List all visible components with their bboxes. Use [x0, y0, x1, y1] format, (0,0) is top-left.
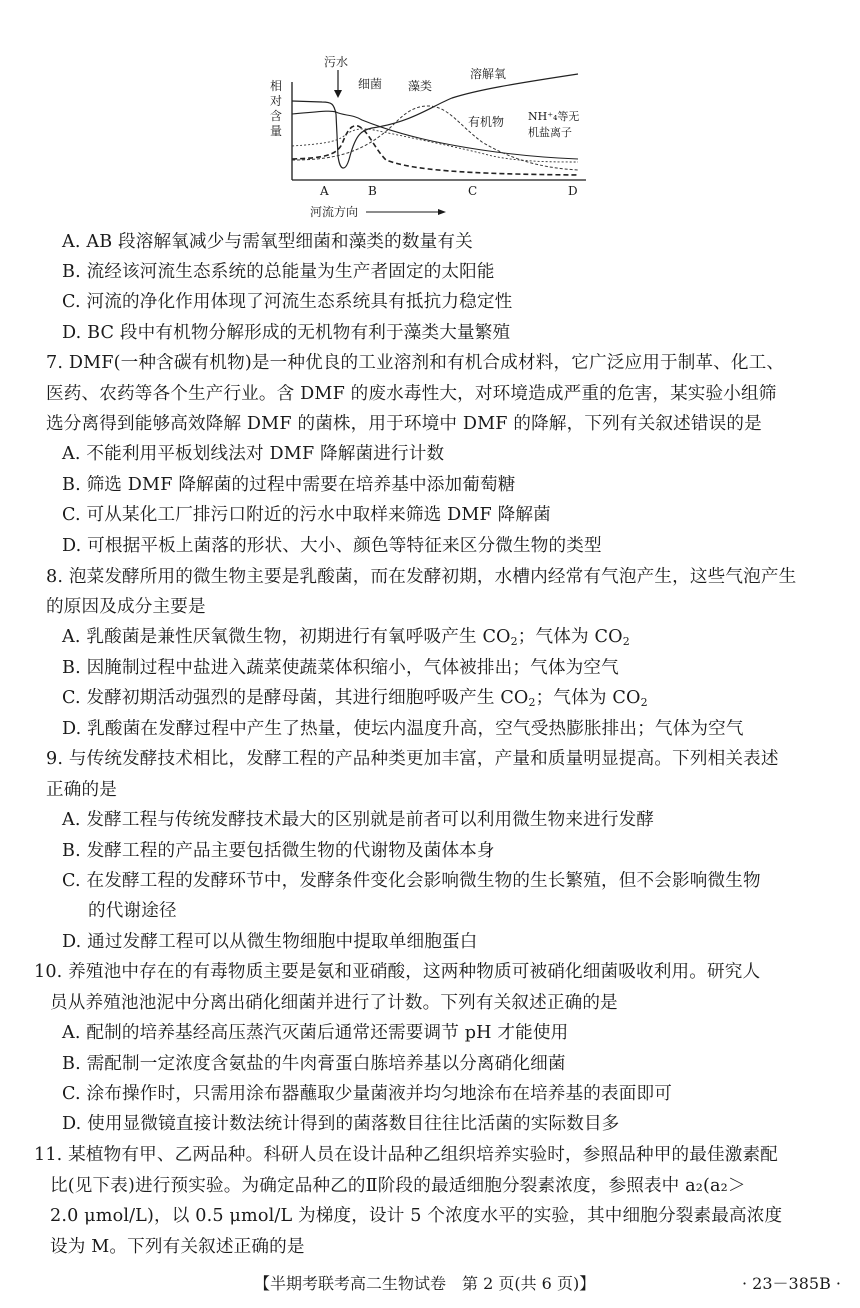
q10-stem-1: 10. 养殖池中存在的有毒物质主要是氨和亚硝酸，这两种物质可被硝化细菌吸收利用。研究人	[34, 962, 761, 982]
q8-option-b: B. 因腌制过程中盐进入蔬菜使蔬菜体积缩小，气体被排出；气体为空气	[62, 658, 619, 678]
q6-option-c: C. 河流的净化作用体现了河流生态系统具有抵抗力稳定性	[62, 292, 513, 312]
q10-stem-2: 员从养殖池池泥中分离出硝化细菌并进行了计数。下列有关叙述正确的是	[50, 993, 618, 1013]
q7-stem-3: 选分离得到能够高效降解 DMF 的菌株，用于环境中 DMF 的降解，下列有关叙述错误的是	[46, 414, 762, 434]
q9-option-a: A. 发酵工程与传统发酵技术最大的区别就是前者可以利用微生物来进行发酵	[62, 810, 655, 830]
q8-option-c: C. 发酵初期活动强烈的是酵母菌，其进行细胞呼吸产生 $CO_2$；气体为 $CO_2$	[62, 688, 648, 709]
label-ions-1: NH⁺₄等无	[528, 110, 580, 123]
q7-option-b: B. 筛选 DMF 降解菌的过程中需要在培养基中添加葡萄糖	[62, 475, 516, 495]
flow-arrowhead	[438, 209, 446, 215]
q7-stem-1: 7. DMF(一种含碳有机物)是一种优良的工业溶剂和有机合成材料，它广泛应用于制革、化工、	[46, 353, 785, 373]
q9-option-b: B. 发酵工程的产品主要包括微生物的代谢物及菌体本身	[62, 841, 495, 861]
q9-option-c-cont: 的代谢途径	[88, 901, 177, 921]
y-label-3: 含	[270, 109, 283, 123]
label-bacteria: 细菌	[358, 77, 383, 91]
q10-option-b: B. 需配制一定浓度含氨盐的牛肉膏蛋白胨培养基以分离硝化细菌	[62, 1054, 566, 1074]
q11-stem-4: 设为 M。下列有关叙述正确的是	[50, 1237, 305, 1257]
footer-title: 【半期考联考高二生物试卷 第 2 页(共 6 页)】	[254, 1274, 596, 1293]
x-tick-a: A	[320, 184, 329, 198]
q9-option-c: C. 在发酵工程的发酵环节中，发酵条件变化会影响微生物的生长繁殖，但不会影响微生物	[62, 871, 761, 891]
label-dissolved-oxygen: 溶解氧	[470, 67, 507, 81]
y-label-1: 相	[270, 79, 283, 93]
q6-option-b: B. 流经该河流生态系统的总能量为生产者固定的太阳能	[62, 262, 495, 282]
label-sewage: 污水	[324, 55, 349, 69]
q10-option-a: A. 配制的培养基经高压蒸汽灭菌后通常还需要调节 pH 才能使用	[62, 1023, 569, 1043]
q10-option-c: C. 涂布操作时，只需用涂布器蘸取少量菌液并均匀地涂布在培养基的表面即可	[62, 1084, 673, 1104]
q9-stem-1: 9. 与传统发酵技术相比，发酵工程的产品种类更加丰富，产量和质量明显提高。下列相关表述	[46, 749, 779, 769]
q10-option-d: D. 使用显微镜直接计数法统计得到的菌落数目往往比活菌的实际数目多	[62, 1114, 620, 1134]
river-pollution-figure	[262, 44, 602, 224]
q11-stem-2: 比(见下表)进行预实验。为确定品种乙的Ⅱ阶段的最适细胞分裂素浓度，参照表中 a₂(a₂＞	[50, 1176, 746, 1196]
y-label-2: 对	[270, 94, 283, 108]
q8-stem-1: 8. 泡菜发酵所用的微生物主要是乳酸菌，而在发酵初期，水槽内经常有气泡产生，这些气泡产生	[46, 567, 797, 587]
figure-svg	[262, 44, 602, 224]
label-organic-matter: 有机物	[468, 115, 505, 129]
q7-option-d: D. 可根据平板上菌落的形状、大小、颜色等特征来区分微生物的类型	[62, 536, 602, 556]
x-tick-d: D	[568, 184, 578, 198]
q9-option-d: D. 通过发酵工程可以从微生物细胞中提取单细胞蛋白	[62, 932, 478, 952]
q11-stem-1: 11. 某植物有甲、乙两品种。科研人员在设计品种乙组织培养实验时，参照品种甲的最佳激素配	[34, 1145, 778, 1165]
label-ions-2: 机盐离子	[528, 126, 572, 139]
x-tick-c: C	[468, 184, 478, 198]
x-tick-b: B	[368, 184, 377, 198]
x-axis-label: 河流方向	[310, 205, 359, 219]
sewage-arrowhead	[334, 90, 342, 98]
footer-code: · 23－385B ·	[742, 1274, 842, 1293]
q8-stem-2: 的原因及成分主要是	[46, 597, 206, 617]
q11-stem-3: 2.0 μmol/L)，以 0.5 μmol/L 为梯度，设计 5 个浓度水平的实验，其中细胞分裂素最高浓度	[50, 1206, 783, 1226]
q8-option-a: A. 乳酸菌是兼性厌氧微生物，初期进行有氧呼吸产生 $CO_2$；气体为 $CO_2$	[62, 627, 630, 648]
q9-stem-2: 正确的是	[46, 780, 117, 800]
q7-option-c: C. 可从某化工厂排污口附近的污水中取样来筛选 DMF 降解菌	[62, 505, 551, 525]
q6-option-a: A. AB 段溶解氧减少与需氧型细菌和藻类的数量有关	[62, 232, 473, 252]
q6-option-d: D. BC 段中有机物分解形成的无机物有利于藻类大量繁殖	[62, 323, 511, 343]
q8-option-d: D. 乳酸菌在发酵过程中产生了热量，使坛内温度升高，空气受热膨胀排出；气体为空气	[62, 719, 744, 739]
q7-stem-2: 医药、农药等各个生产行业。含 DMF 的废水毒性大，对环境造成严重的危害，某实验小组筛	[46, 384, 777, 404]
y-label-4: 量	[270, 124, 283, 138]
label-algae: 藻类	[408, 79, 433, 93]
q7-option-a: A. 不能利用平板划线法对 DMF 降解菌进行计数	[62, 444, 445, 464]
